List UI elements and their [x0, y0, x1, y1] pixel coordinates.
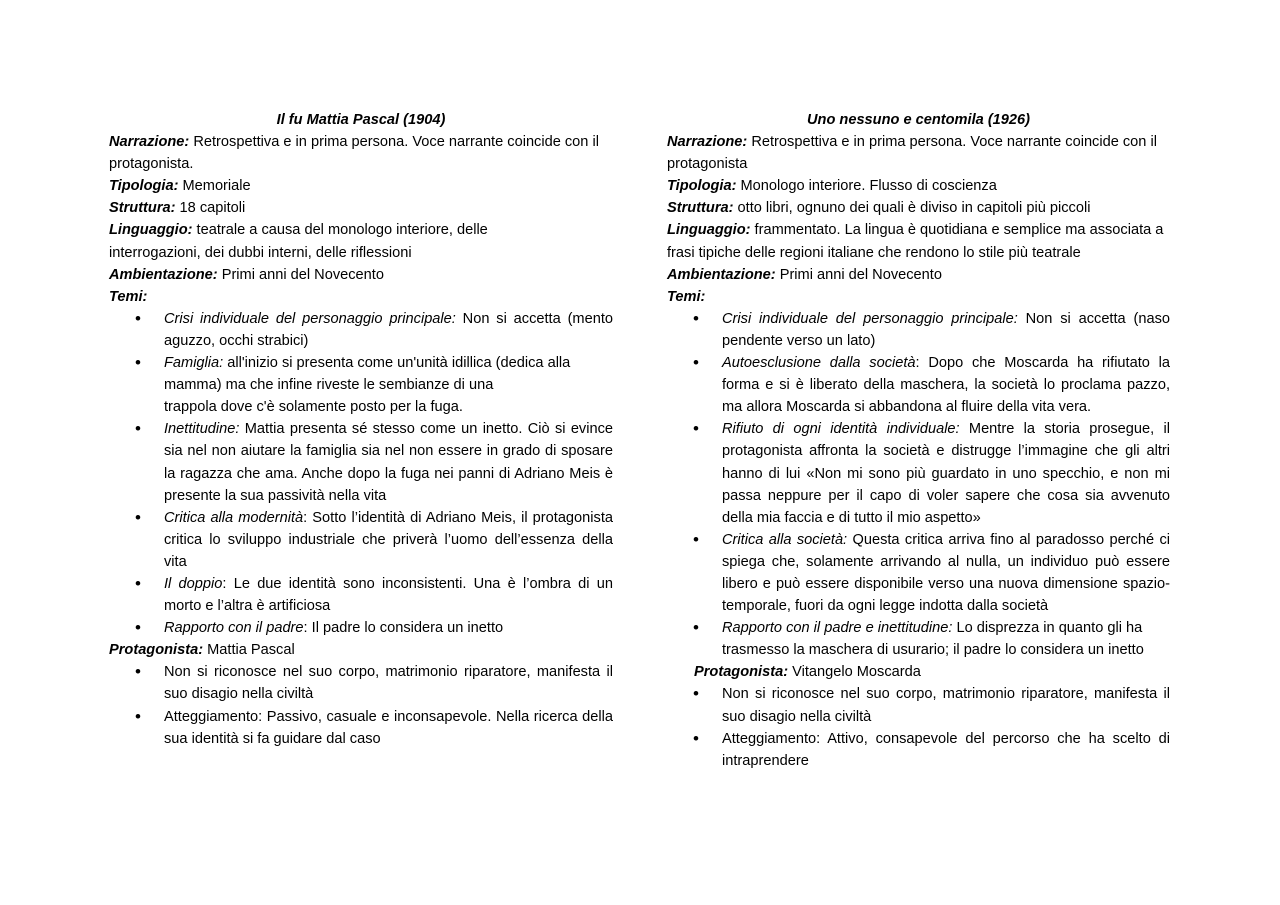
left-linguaggio: Linguaggio: teatrale a causa del monologo interiore, delle interrogazioni, dei dubbi interni, delle riflessioni: [109, 222, 488, 261]
left-protagonista-list: [109, 661, 613, 749]
list-item: • Crisi individuale del personaggio principale: Non si accetta (naso pendente verso un lato): [667, 308, 1170, 352]
right-struttura: Struttura: otto libri, ognuno dei quali è diviso in capitoli più piccoli: [667, 200, 1091, 217]
right-narrazione: Narrazione: Retrospettiva e in prima persona. Voce narrante coincide con il protagonista: [667, 134, 1157, 173]
list-item: • Autoesclusione dalla società: Dopo che Moscarda ha rifiutato la forma e si è liberato della maschera, la società lo proclama pazzo, ma allora Moscarda si abbandona al fluire della vita vera.: [667, 352, 1170, 418]
right-tipologia: Tipologia: Monologo interiore. Flusso di coscienza: [667, 178, 997, 195]
left-tipologia: Tipologia: Memoriale: [109, 178, 251, 195]
list-item: • Famiglia: all'inizio si presenta come un'unità idillica (dedica alla mamma) ma che infine riveste le sembianze di una trappola dove c'è solamente posto per la fuga.: [109, 352, 613, 418]
list-item: • Rapporto con il padre e inettitudine: Lo disprezza in quanto gli ha trasmesso la maschera di usurario; il padre lo considera un inetto: [667, 617, 1170, 661]
right-linguaggio: Linguaggio: frammentato. La lingua è quotidiana e semplice ma associata a frasi tipiche delle regioni italiane che rendono lo stile più teatrale: [667, 222, 1164, 261]
list-item: • Rapporto con il padre: Il padre lo considera un inetto: [109, 617, 613, 639]
right-temi-label: Temi:: [667, 288, 706, 305]
left-temi-label: Temi:: [109, 288, 148, 305]
left-column: [109, 109, 613, 750]
left-struttura: Struttura: 18 capitoli: [109, 200, 246, 217]
list-item: • Rifiuto di ogni identità individuale: Mentre la storia prosegue, il protagonista affronta la società e distrugge l’immagine che gli altri hanno di lui «Non mi sono più guardato in uno specchio, e non mi passa neppure per il capo di voler sapere che cosa sia avvenuto della mia faccia e di tutto il mio aspetto»: [667, 418, 1170, 528]
right-title: Uno nessuno e centomila (1926): [806, 112, 1031, 128]
left-title: Il fu Mattia Pascal (1904): [276, 112, 446, 128]
left-temi-list: [109, 308, 613, 639]
list-item: • Atteggiamento: Attivo, consapevole del percorso che ha scelto di intraprendere: [667, 728, 1170, 772]
left-ambientazione: Ambientazione: Primi anni del Novecento: [109, 266, 384, 283]
list-item: • Critica alla modernità: Sotto l’identità di Adriano Meis, il protagonista critica lo sviluppo industriale che priverà l’uomo dell’essenza della vita: [109, 507, 613, 573]
right-ambientazione: Ambientazione: Primi anni del Novecento: [667, 266, 942, 283]
right-temi-list: [667, 308, 1170, 662]
list-item: • Inettitudine: Mattia presenta sé stesso come un inetto. Ciò si evince sia nel non aiutare la famiglia sia nel non essere in grado di sposare la ragazza che ama. Anche dopo la fuga nei panni di Adriano Meis è presente la sua passività nella vita: [109, 418, 613, 506]
list-item: • Non si riconosce nel suo corpo, matrimonio riparatore, manifesta il suo disagio nella civiltà: [109, 661, 613, 705]
list-item: • Non si riconosce nel suo corpo, matrimonio riparatore, manifesta il suo disagio nella civiltà: [667, 683, 1170, 727]
left-narrazione: Narrazione: Retrospettiva e in prima persona. Voce narrante coincide con il protagonista.: [109, 134, 599, 173]
right-protagonista: Protagonista: Vitangelo Moscarda: [694, 664, 921, 681]
list-item: • Il doppio: Le due identità sono inconsistenti. Una è l’ombra di un morto e l’altra è artificiosa: [109, 573, 613, 617]
right-column: [667, 109, 1170, 772]
right-protagonista-list: [667, 683, 1170, 771]
list-item: • Atteggiamento: Passivo, casuale e inconsapevole. Nella ricerca della sua identità si fa guidare dal caso: [109, 706, 613, 750]
list-item: • Crisi individuale del personaggio principale: Non si accetta (mento aguzzo, occhi strabici): [109, 308, 613, 352]
left-protagonista: Protagonista: Mattia Pascal: [109, 642, 295, 659]
list-item: • Critica alla società: Questa critica arriva fino al paradosso perché ci spiega che, solamente arrivando al nulla, un individuo può essere libero e può essere disponibile verso una nuova dimensione spazio-temporale, fuori da ogni legge indotta dalla società: [667, 529, 1170, 617]
